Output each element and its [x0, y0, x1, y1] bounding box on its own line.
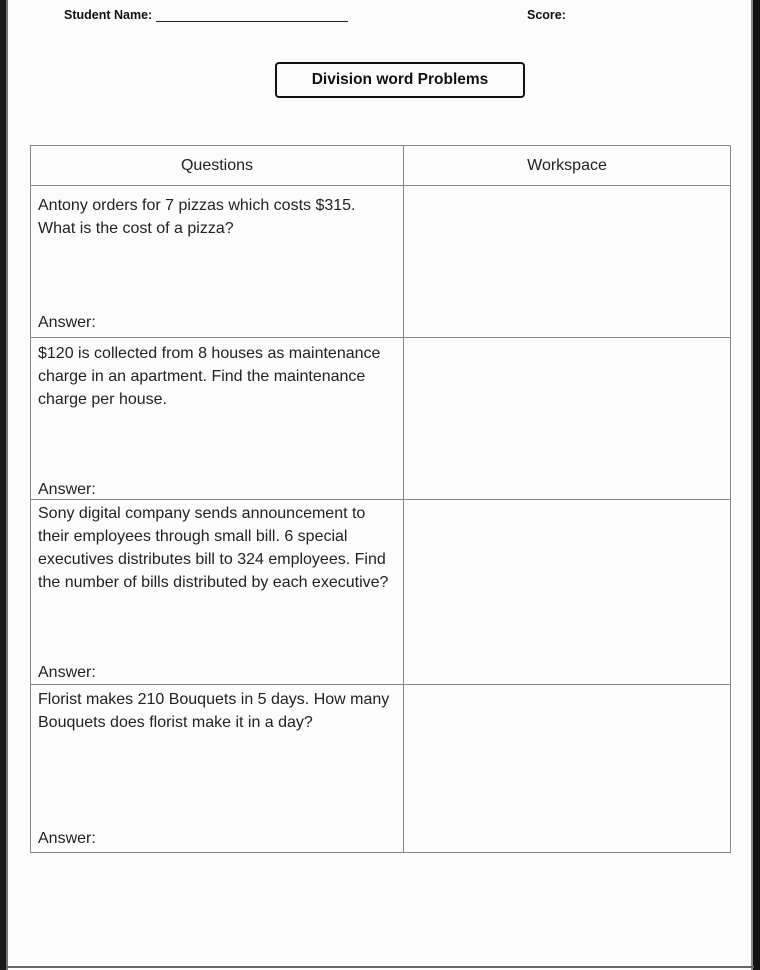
table-row — [31, 500, 731, 685]
question-cell — [31, 500, 404, 685]
answer-label: Answer: — [38, 314, 96, 331]
workspace-cell[interactable] — [404, 500, 731, 685]
question-cell — [31, 186, 404, 338]
question-cell — [31, 338, 404, 500]
worksheet-title-text: Division word Problems — [311, 71, 489, 88]
page-frame-bottom — [6, 966, 754, 968]
page-frame-right — [753, 0, 760, 970]
worksheet-title — [275, 62, 525, 98]
student-name-blank[interactable] — [156, 8, 348, 22]
table-row — [31, 685, 731, 853]
score-label: Score: — [527, 8, 566, 22]
question-text: Antony orders for 7 pizzas which costs $315. What is the cost of a pizza? — [38, 197, 356, 237]
question-cell — [31, 685, 404, 853]
table-header-row — [31, 146, 731, 186]
answer-label: Answer: — [38, 830, 96, 847]
student-name-field — [64, 8, 348, 22]
answer-label: Answer: — [38, 481, 96, 498]
question-text: Florist makes 210 Bouquets in 5 days. How many Bouquets does florist make it in a day? — [38, 691, 390, 731]
problems-table — [30, 145, 731, 853]
workspace-cell[interactable] — [404, 186, 731, 338]
student-name-label: Student Name: — [64, 8, 153, 22]
column-header-questions: Questions — [31, 146, 404, 186]
table-row — [31, 186, 731, 338]
question-text: Sony digital company sends announcement to their employees through small bill. 6 special executives distributes bill to 324 employees. Find the number of bills distributed by each executive? — [38, 505, 389, 591]
workspace-cell[interactable] — [404, 338, 731, 500]
workspace-cell[interactable] — [404, 685, 731, 853]
answer-label: Answer: — [38, 664, 96, 681]
question-text: $120 is collected from 8 houses as maintenance charge in an apartment. Find the maintenance charge per house. — [38, 345, 381, 408]
table-row — [31, 338, 731, 500]
column-header-workspace: Workspace — [404, 146, 731, 186]
page-frame-left-inner — [6, 0, 8, 970]
